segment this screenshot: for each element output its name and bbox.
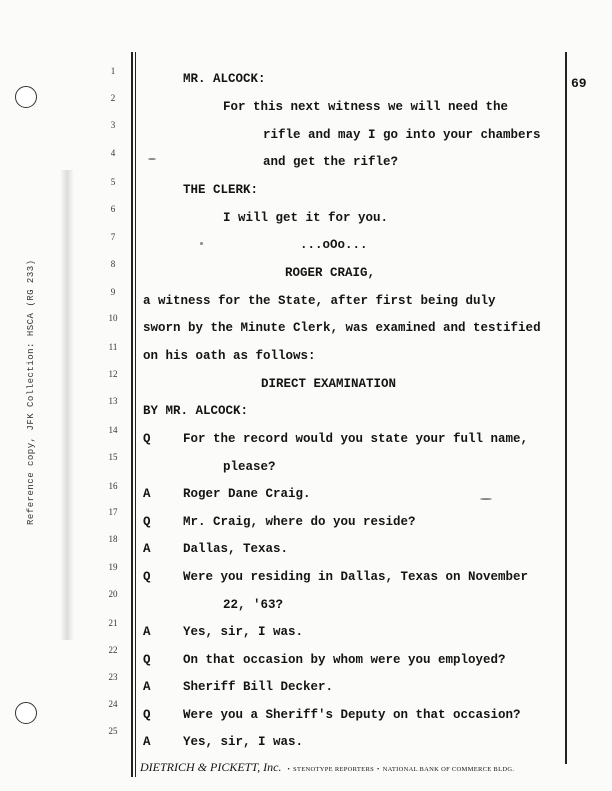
left-margin-rule-2 bbox=[135, 52, 136, 777]
transcript-line: 22, '63? bbox=[223, 598, 284, 612]
transcript-line: I will get it for you. bbox=[223, 211, 389, 225]
witness-name: ROGER CRAIG, bbox=[285, 266, 376, 280]
page-number: 69 bbox=[571, 76, 587, 91]
archive-reference-note: Reference copy, JFK Collection: HSCA (RG 233) bbox=[26, 259, 36, 525]
line-number: 19 bbox=[108, 562, 118, 572]
scan-speck bbox=[200, 242, 203, 245]
transcript-line: Yes, sir, I was. bbox=[183, 625, 304, 639]
line-number: 1 bbox=[110, 66, 116, 76]
transcript-line: For the record would you state your full name, bbox=[183, 432, 529, 446]
transcript-line: please? bbox=[223, 460, 276, 474]
left-margin-rule-1 bbox=[131, 52, 133, 777]
qa-label: A bbox=[143, 735, 151, 749]
transcript-line: Yes, sir, I was. bbox=[183, 735, 304, 749]
transcript-line: Were you residing in Dallas, Texas on November bbox=[183, 570, 529, 584]
line-number: 24 bbox=[108, 699, 118, 709]
speaker-label: THE CLERK: bbox=[183, 183, 259, 197]
qa-label: A bbox=[143, 680, 151, 694]
line-number: 18 bbox=[108, 534, 118, 544]
line-number: 11 bbox=[108, 342, 118, 352]
line-number: 20 bbox=[108, 589, 118, 599]
transcript-line: on his oath as follows: bbox=[143, 349, 316, 363]
reporter-footer bbox=[140, 760, 580, 775]
line-number: 16 bbox=[108, 481, 118, 491]
footer-separator: • bbox=[377, 766, 380, 773]
line-number: 3 bbox=[110, 120, 116, 130]
line-number: 15 bbox=[108, 452, 118, 462]
line-number: 25 bbox=[108, 726, 118, 736]
line-number: 12 bbox=[108, 369, 118, 379]
punch-hole-top bbox=[15, 86, 37, 108]
line-number: 10 bbox=[108, 313, 118, 323]
scan-speck bbox=[148, 158, 156, 160]
footer-reporters: STENOTYPE REPORTERS bbox=[293, 766, 375, 773]
transcript-line: For this next witness we will need the bbox=[223, 100, 509, 114]
section-divider: ...oOo... bbox=[300, 238, 368, 252]
punch-hole-bottom bbox=[15, 702, 37, 724]
transcript-line: sworn by the Minute Clerk, was examined and testified bbox=[143, 321, 541, 335]
line-number: 14 bbox=[108, 425, 118, 435]
qa-label: Q bbox=[143, 570, 151, 584]
scan-speck bbox=[480, 498, 492, 500]
line-number: 22 bbox=[108, 645, 118, 655]
firm-name: DIETRICH & PICKETT, Inc. bbox=[140, 760, 282, 774]
line-number: 6 bbox=[110, 204, 116, 214]
footer-address: NATIONAL BANK OF COMMERCE BLDG. bbox=[382, 766, 515, 773]
margin-shadow bbox=[60, 170, 74, 640]
line-number: 9 bbox=[110, 287, 116, 297]
qa-label: A bbox=[143, 542, 151, 556]
line-number: 5 bbox=[110, 177, 116, 187]
transcript-line: rifle and may I go into your chambers bbox=[263, 128, 541, 142]
line-number: 7 bbox=[110, 232, 116, 242]
transcript-line: On that occasion by whom were you employed? bbox=[183, 653, 506, 667]
line-number: 17 bbox=[108, 507, 118, 517]
qa-label: A bbox=[143, 487, 151, 501]
right-margin-rule bbox=[565, 52, 567, 764]
transcript-line: Were you a Sheriff's Deputy on that occasion? bbox=[183, 708, 521, 722]
line-number: 2 bbox=[110, 93, 116, 103]
line-number: 21 bbox=[108, 618, 118, 628]
transcript-line: Dallas, Texas. bbox=[183, 542, 289, 556]
qa-label: Q bbox=[143, 708, 151, 722]
examination-heading: DIRECT EXAMINATION bbox=[261, 377, 397, 391]
transcript-line: Mr. Craig, where do you reside? bbox=[183, 515, 416, 529]
footer-separator: • bbox=[287, 766, 291, 773]
qa-label: Q bbox=[143, 653, 151, 667]
speaker-label: MR. ALCOCK: bbox=[183, 72, 266, 86]
speaker-label: BY MR. ALCOCK: bbox=[143, 404, 249, 418]
transcript-line: and get the rifle? bbox=[263, 155, 399, 169]
transcript-line: Sheriff Bill Decker. bbox=[183, 680, 334, 694]
qa-label: A bbox=[143, 625, 151, 639]
line-number: 13 bbox=[108, 396, 118, 406]
qa-label: Q bbox=[143, 515, 151, 529]
qa-label: Q bbox=[143, 432, 151, 446]
transcript-line: a witness for the State, after first being duly bbox=[143, 294, 496, 308]
transcript-line: Roger Dane Craig. bbox=[183, 487, 311, 501]
line-number: 8 bbox=[110, 259, 116, 269]
line-number: 4 bbox=[110, 148, 116, 158]
line-number: 23 bbox=[108, 672, 118, 682]
